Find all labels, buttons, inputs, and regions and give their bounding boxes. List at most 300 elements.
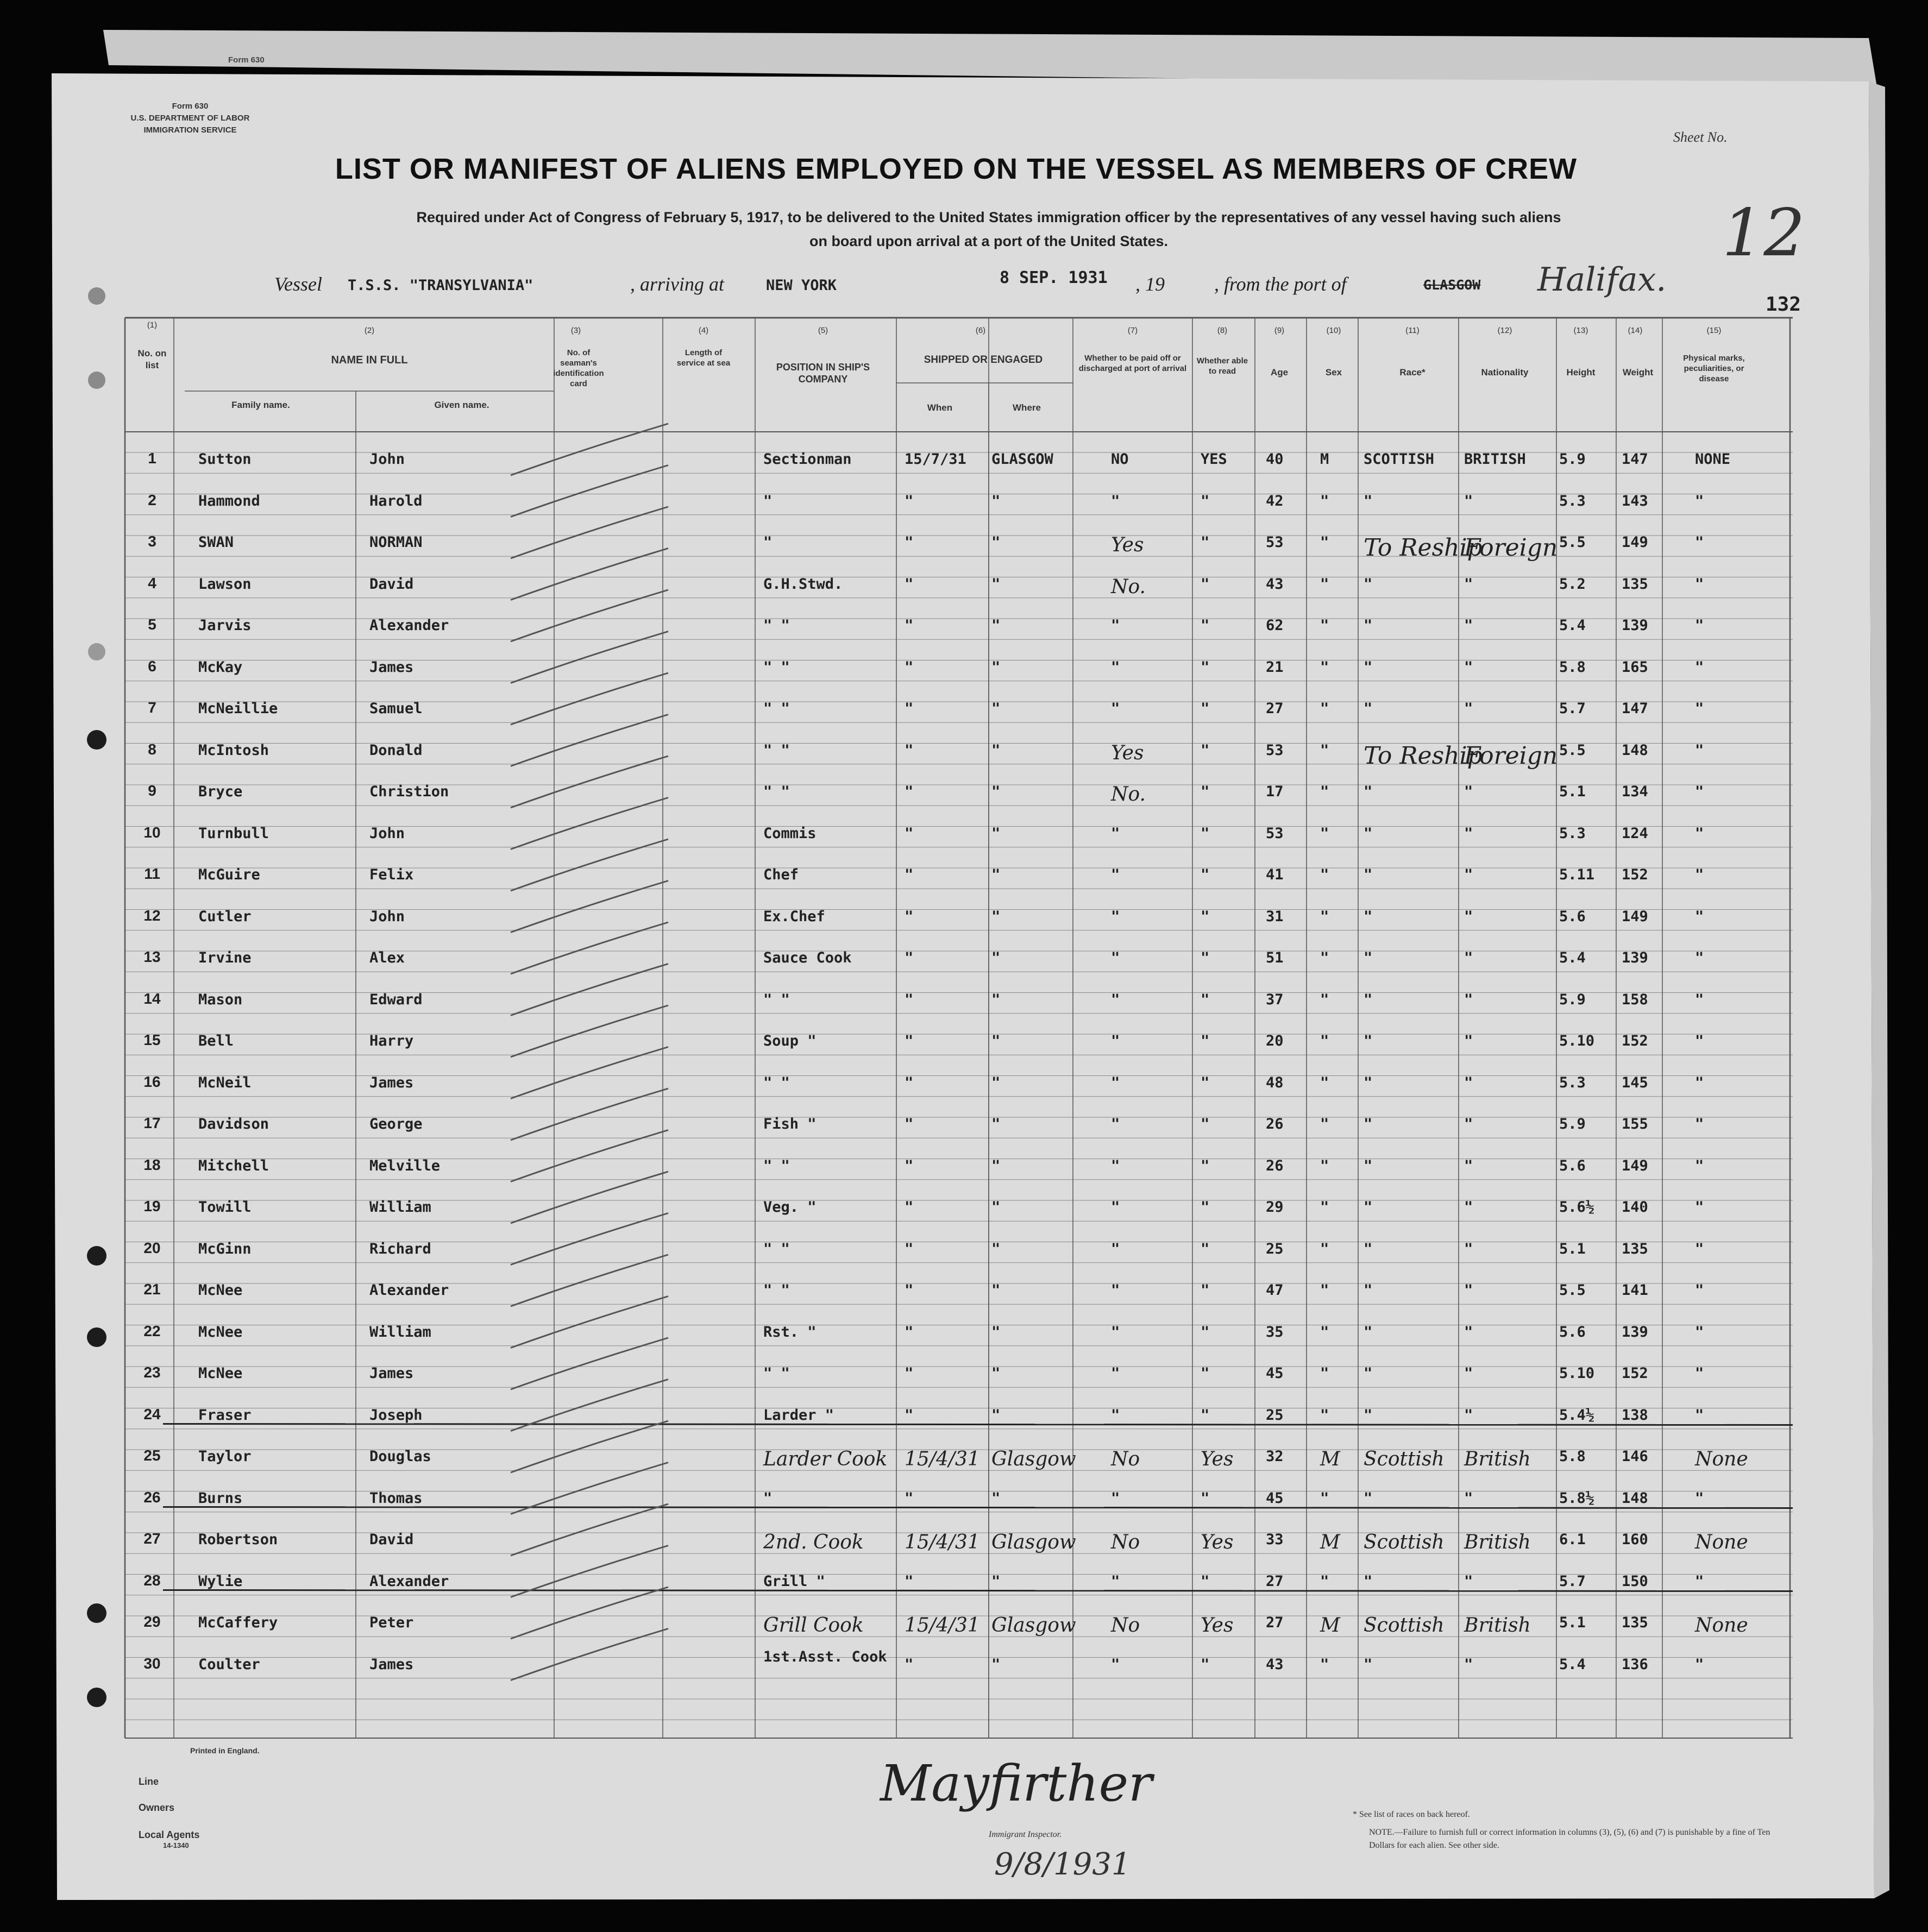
inspector-date: 9/8/1931 (994, 1847, 1131, 1882)
cell-when: " (905, 700, 914, 717)
footer-local-agents-label: Local Agents (139, 1829, 200, 1840)
cell-race: " (1364, 492, 1373, 509)
cell-height: 5.6 (1559, 908, 1586, 925)
cell-race: To Reship (1364, 741, 1483, 770)
cell-nat: Foreign (1464, 741, 1558, 770)
cell-race: Scottish (1364, 1531, 1445, 1553)
cell-height: 5.5 (1559, 534, 1586, 551)
cell-when: " (905, 1116, 914, 1132)
cell-when: " (905, 825, 914, 842)
cell-given: Samuel (369, 700, 423, 717)
arriving-port: NEW YORK (766, 277, 837, 294)
cell-read: " (1201, 617, 1210, 634)
cell-where: " (991, 492, 1001, 509)
cell-where: " (991, 1199, 1001, 1216)
cell-given: James (369, 1656, 414, 1673)
cell-paid: Yes (1111, 534, 1144, 556)
from-port-label: , from the port of (1214, 273, 1347, 295)
cell-nat: " (1464, 949, 1473, 966)
cell-height: 5.3 (1559, 492, 1586, 509)
row-number: 1 (148, 450, 156, 467)
cell-race: " (1364, 1074, 1373, 1091)
cell-when: 15/4/31 (905, 1448, 980, 1470)
cell-position: G.H.Stwd. (763, 575, 843, 593)
cell-read: YES (1201, 451, 1227, 468)
col-where: Where (1013, 402, 1041, 413)
cell-read: Yes (1201, 1531, 1234, 1553)
cell-position: Rst. " (763, 1323, 817, 1341)
col-able-to-read: Whether able to read (1196, 356, 1248, 376)
cell-family: Jarvis (198, 617, 252, 634)
cell-given: Alexander (369, 1282, 449, 1299)
cell-family: Turnbull (198, 825, 269, 842)
cell-where: GLASGOW (991, 451, 1053, 468)
cell-given: Donald (369, 741, 423, 759)
inspector-label: Immigrant Inspector. (989, 1830, 1062, 1839)
row-number: 29 (143, 1613, 161, 1630)
cell-given: John (369, 908, 405, 925)
manifest-title: LIST OR MANIFEST OF ALIENS EMPLOYED ON THE VESSEL AS MEMBERS OF CREW (335, 153, 1578, 185)
cell-nat: " (1464, 1406, 1473, 1424)
col-height: Height (1566, 367, 1596, 377)
cell-position: Larder " (763, 1406, 834, 1424)
cell-paid: " (1111, 949, 1120, 966)
cell-race: " (1364, 825, 1373, 842)
row-number: 7 (148, 699, 156, 716)
cell-age: 45 (1266, 1489, 1284, 1507)
row-number: 27 (143, 1530, 161, 1547)
cell-race: " (1364, 908, 1373, 925)
col-length-service: Length of service at sea (676, 348, 731, 368)
cell-where: " (991, 1365, 1001, 1382)
cell-weight: 152 (1622, 1033, 1648, 1049)
cell-sex: " (1320, 492, 1329, 509)
cell-position: Grill Cook (763, 1614, 864, 1637)
cell-when: " (905, 575, 914, 593)
row-number: 19 (143, 1198, 161, 1214)
cell-nat: " (1464, 700, 1473, 717)
col-weight: Weight (1622, 367, 1654, 377)
cell-marks: " (1695, 908, 1704, 925)
cell-age: 26 (1266, 1157, 1284, 1174)
cell-marks: " (1695, 1656, 1704, 1673)
vessel-label: Vessel (274, 273, 322, 295)
cell-family: Bell (198, 1033, 234, 1049)
cell-height: 5.10 (1559, 1365, 1595, 1382)
col-sex: Sex (1325, 367, 1342, 377)
col-number-13: (13) (1573, 326, 1588, 335)
cell-given: William (369, 1323, 431, 1341)
cell-race: " (1364, 1240, 1373, 1257)
from-port-typed: GLASGOW (1423, 277, 1481, 293)
cell-nat: Foreign (1464, 534, 1558, 562)
cell-position: " " (763, 617, 790, 634)
cell-family: McNeil (198, 1074, 252, 1091)
cell-race: " (1364, 1116, 1373, 1132)
cell-height: 5.9 (1559, 451, 1586, 468)
cell-when: " (905, 1199, 914, 1216)
cell-weight: 136 (1622, 1656, 1648, 1673)
cell-weight: 143 (1622, 492, 1648, 509)
cell-weight: 140 (1622, 1199, 1648, 1216)
cell-where: " (991, 1656, 1001, 1673)
cell-paid: " (1111, 825, 1120, 842)
cell-nat: " (1464, 1199, 1473, 1216)
cell-when: " (905, 1656, 914, 1673)
cell-sex: " (1320, 1365, 1329, 1382)
cell-read: " (1201, 1282, 1210, 1299)
cell-marks: " (1695, 1489, 1704, 1507)
cell-read: " (1201, 741, 1210, 759)
cell-race: SCOTTISH (1364, 451, 1435, 468)
cell-read: " (1201, 1157, 1210, 1174)
cell-height: 5.1 (1559, 783, 1586, 800)
cell-height: 5.3 (1559, 1074, 1586, 1091)
cell-where: " (991, 1572, 1001, 1590)
cell-marks: " (1695, 1572, 1704, 1590)
cell-when: 15/4/31 (905, 1531, 980, 1553)
cell-race: " (1364, 1656, 1373, 1673)
cell-where: " (991, 866, 1001, 883)
row-number: 25 (143, 1447, 161, 1464)
col-number-10: (10) (1326, 326, 1341, 335)
cell-weight: 149 (1622, 908, 1648, 925)
cell-marks: None (1695, 1531, 1748, 1553)
cell-sex: " (1320, 1116, 1329, 1132)
cell-height: 5.8½ (1559, 1489, 1595, 1507)
cell-weight: 135 (1622, 575, 1648, 593)
cell-family: Coulter (198, 1656, 260, 1673)
cell-weight: 135 (1622, 1614, 1648, 1631)
cell-given: George (369, 1116, 423, 1132)
row-number: 30 (143, 1654, 161, 1672)
col-number-8: (8) (1217, 326, 1228, 335)
cell-paid: " (1111, 1116, 1120, 1132)
footer-code: 14-1340 (163, 1841, 189, 1849)
race-footnote: * See list of races on back hereof. (1353, 1810, 1470, 1819)
col-number-6: (6) (975, 326, 986, 335)
cell-age: 17 (1266, 783, 1284, 800)
cell-weight: 148 (1622, 741, 1648, 759)
cell-paid: " (1111, 1572, 1120, 1590)
cell-family: Davidson (198, 1116, 269, 1132)
cell-when: " (905, 1033, 914, 1049)
cell-paid: " (1111, 1240, 1120, 1257)
cell-where: " (991, 658, 1001, 676)
cell-race: Scottish (1364, 1614, 1445, 1637)
cell-sex: " (1320, 534, 1329, 551)
row-number: 17 (143, 1115, 161, 1131)
row-number: 23 (143, 1364, 161, 1381)
cell-family: McGinn (198, 1240, 252, 1257)
cell-where: Glasgow (991, 1614, 1076, 1637)
cell-sex: " (1320, 1282, 1329, 1299)
cell-weight: 124 (1622, 825, 1648, 842)
cell-paid: " (1111, 1033, 1120, 1049)
row-number: 4 (148, 574, 156, 591)
cell-weight: 139 (1622, 1323, 1648, 1341)
cell-read: " (1201, 1199, 1210, 1216)
cell-race: " (1364, 866, 1373, 883)
cell-position: " (763, 534, 773, 551)
cell-nat: " (1464, 866, 1473, 883)
cell-when: " (905, 991, 914, 1008)
cell-family: Cutler (198, 908, 252, 925)
row-number: 15 (143, 1031, 161, 1048)
cell-race: " (1364, 617, 1373, 634)
row-number: 9 (148, 782, 156, 799)
cell-race: " (1364, 1572, 1373, 1590)
cell-weight: 165 (1622, 658, 1648, 676)
cell-read: " (1201, 1365, 1210, 1382)
cell-marks: " (1695, 825, 1704, 842)
cell-race: Scottish (1364, 1448, 1445, 1470)
cell-family: Towill (198, 1199, 252, 1216)
cell-where: " (991, 1157, 1001, 1174)
cell-race: " (1364, 1033, 1373, 1049)
cell-race: " (1364, 658, 1373, 676)
cell-nat: British (1464, 1531, 1531, 1553)
cell-marks: " (1695, 1033, 1704, 1049)
cell-family: Burns (198, 1489, 243, 1507)
cell-given: John (369, 451, 405, 468)
cell-age: 43 (1266, 575, 1284, 593)
cell-marks: " (1695, 783, 1704, 800)
cell-marks: " (1695, 1365, 1704, 1382)
cell-nat: " (1464, 1116, 1473, 1132)
cell-age: 37 (1266, 991, 1284, 1008)
cell-height: 5.10 (1559, 1033, 1595, 1049)
row-number: 11 (144, 865, 160, 882)
cell-sex: " (1320, 908, 1329, 925)
col-seaman-id: No. of seaman's identification card (553, 348, 604, 388)
cell-paid: " (1111, 1489, 1120, 1507)
cell-nat: British (1464, 1614, 1531, 1637)
cell-where: " (991, 575, 1001, 593)
cell-read: " (1201, 825, 1210, 842)
cell-weight: 152 (1622, 1365, 1648, 1382)
cell-marks: " (1695, 1282, 1704, 1299)
vessel-name: T.S.S. "TRANSYLVANIA" (348, 277, 533, 294)
cell-nat: " (1464, 1033, 1473, 1049)
cell-position: Sectionman (763, 451, 852, 468)
cell-age: 29 (1266, 1199, 1284, 1216)
cell-position: " " (763, 700, 790, 717)
cell-where: " (991, 534, 1001, 551)
cell-position: Fish " (763, 1116, 817, 1132)
cell-paid: " (1111, 1074, 1120, 1091)
row-number: 3 (148, 533, 156, 550)
cell-where: " (991, 783, 1001, 800)
cell-nat: " (1464, 617, 1473, 634)
cell-height: 5.5 (1559, 1282, 1586, 1299)
cell-when: " (905, 1323, 914, 1341)
cell-height: 5.7 (1559, 1572, 1586, 1590)
col-no-on-list: No. on list (137, 348, 167, 370)
cell-paid: " (1111, 1365, 1120, 1382)
cell-family: Sutton (198, 451, 252, 468)
cell-height: 5.3 (1559, 825, 1586, 842)
row-number: 24 (143, 1405, 161, 1423)
cell-age: 32 (1266, 1448, 1284, 1465)
cell-race: " (1364, 1406, 1373, 1424)
cell-marks: None (1695, 1448, 1748, 1470)
cell-sex: " (1320, 1240, 1329, 1257)
cell-paid: " (1111, 617, 1120, 634)
cell-where: " (991, 1489, 1001, 1507)
cell-weight: 147 (1622, 700, 1648, 717)
cell-race: " (1364, 1282, 1373, 1299)
cell-paid: " (1111, 1157, 1120, 1174)
cell-weight: 139 (1622, 617, 1648, 634)
cell-age: 40 (1266, 451, 1284, 468)
cell-paid: " (1111, 700, 1120, 717)
cell-position: Larder Cook (763, 1448, 888, 1470)
cell-height: 5.8 (1559, 1448, 1586, 1465)
row-number: 21 (143, 1281, 161, 1298)
cell-age: 26 (1266, 1116, 1284, 1132)
row-number: 28 (143, 1571, 161, 1589)
cell-read: " (1201, 534, 1210, 551)
cell-where: " (991, 1282, 1001, 1299)
cell-given: Felix (369, 866, 414, 883)
back-form-label: Form 630 (228, 55, 265, 65)
cell-family: McNee (198, 1323, 243, 1341)
col-number-11: (11) (1405, 326, 1420, 335)
cell-family: McGuire (198, 866, 260, 883)
cell-weight: 160 (1622, 1531, 1648, 1548)
cell-where: " (991, 1116, 1001, 1132)
cell-nat: " (1464, 825, 1473, 842)
arriving-label: , arriving at (630, 273, 725, 295)
cell-given: Christion (369, 783, 449, 800)
row-number: 20 (143, 1239, 161, 1256)
cell-read: " (1201, 1033, 1210, 1049)
col-age: Age (1270, 367, 1289, 377)
cell-paid: No (1111, 1448, 1140, 1470)
cell-position: Ex.Chef (763, 908, 825, 925)
cell-age: 53 (1266, 534, 1284, 551)
cell-when: 15/7/31 (905, 451, 966, 468)
cell-nat: " (1464, 908, 1473, 925)
cell-family: McIntosh (198, 741, 269, 759)
cell-position: " " (763, 1282, 790, 1299)
col-number-7: (7) (1127, 326, 1138, 335)
cell-position: Soup " (763, 1033, 817, 1049)
col-position: POSITION IN SHIP'S COMPANY (776, 362, 870, 385)
cell-paid: " (1111, 1406, 1120, 1424)
cell-marks: " (1695, 575, 1704, 593)
form-id-block (125, 100, 255, 136)
cell-given: Peter (369, 1614, 414, 1631)
col-shipped-engaged: SHIPPED OR ENGAGED (924, 354, 1043, 366)
cell-family: McKay (198, 658, 243, 676)
cell-read: " (1201, 575, 1210, 593)
cell-race: " (1364, 1489, 1373, 1507)
cell-weight: 158 (1622, 991, 1648, 1008)
cell-weight: 141 (1622, 1282, 1648, 1299)
cell-sex: " (1320, 1323, 1329, 1341)
cell-paid: " (1111, 991, 1120, 1008)
row-number: 13 (143, 948, 161, 965)
cell-position: " " (763, 1157, 790, 1174)
cell-paid: " (1111, 1323, 1120, 1341)
cell-sex: " (1320, 1157, 1329, 1174)
cell-height: 5.6 (1559, 1157, 1586, 1174)
cell-age: 27 (1266, 700, 1284, 717)
cell-given: John (369, 825, 405, 842)
cell-marks: " (1695, 534, 1704, 551)
cell-age: 62 (1266, 617, 1284, 634)
cell-sex: " (1320, 700, 1329, 717)
cell-age: 35 (1266, 1323, 1284, 1341)
cell-paid: No. (1111, 783, 1146, 805)
cell-where: Glasgow (991, 1448, 1076, 1470)
cell-when: " (905, 1406, 914, 1424)
cell-race: " (1364, 1157, 1373, 1174)
cell-marks: " (1695, 991, 1704, 1008)
cell-read: " (1201, 1323, 1210, 1341)
cell-height: 5.1 (1559, 1240, 1586, 1257)
cell-position: " " (763, 658, 790, 676)
col-race: Race* (1399, 367, 1425, 377)
cell-weight: 147 (1622, 451, 1648, 468)
cell-marks: " (1695, 1199, 1704, 1216)
cell-family: Hammond (198, 492, 260, 509)
cell-when: " (905, 866, 914, 883)
col-family-name: Family name. (231, 400, 290, 410)
cell-when: " (905, 741, 914, 759)
cell-when: " (905, 1157, 914, 1174)
cell-height: 6.1 (1559, 1531, 1586, 1548)
cell-height: 5.5 (1559, 741, 1586, 759)
cell-weight: 155 (1622, 1116, 1648, 1132)
cell-when: " (905, 783, 914, 800)
cell-given: NORMAN (369, 534, 423, 551)
cell-race: " (1364, 1323, 1373, 1341)
cell-height: 5.7 (1559, 700, 1586, 717)
cell-nat: " (1464, 1157, 1473, 1174)
col-name-in-full: NAME IN FULL (331, 354, 408, 366)
cell-height: 5.4 (1559, 617, 1586, 634)
cell-position: Chef (763, 866, 799, 883)
cell-age: 20 (1266, 1033, 1284, 1049)
cell-given: James (369, 1365, 414, 1382)
service-name: IMMIGRATION SERVICE (143, 125, 237, 135)
cell-sex: " (1320, 1406, 1329, 1424)
cell-weight: 149 (1622, 1157, 1648, 1174)
cell-height: 5.11 (1559, 866, 1595, 883)
cell-paid: " (1111, 492, 1120, 509)
year-label: , 19 (1135, 273, 1165, 295)
requirement-text (282, 205, 1695, 253)
cell-paid: No (1111, 1531, 1140, 1553)
cell-family: Bryce (198, 783, 243, 800)
cell-height: 5.1 (1559, 1614, 1586, 1631)
cell-weight: 139 (1622, 949, 1648, 966)
cell-nat: " (1464, 1489, 1473, 1507)
cell-family: McNeillie (198, 700, 278, 717)
row-number: 5 (148, 616, 156, 633)
col-number-12: (12) (1497, 326, 1512, 335)
cell-age: 31 (1266, 908, 1284, 925)
cell-nat: " (1464, 575, 1473, 593)
cell-nat: " (1464, 658, 1473, 676)
cell-read: " (1201, 783, 1210, 800)
cell-paid: " (1111, 658, 1120, 676)
cell-where: " (991, 825, 1001, 842)
cell-sex: " (1320, 575, 1329, 593)
